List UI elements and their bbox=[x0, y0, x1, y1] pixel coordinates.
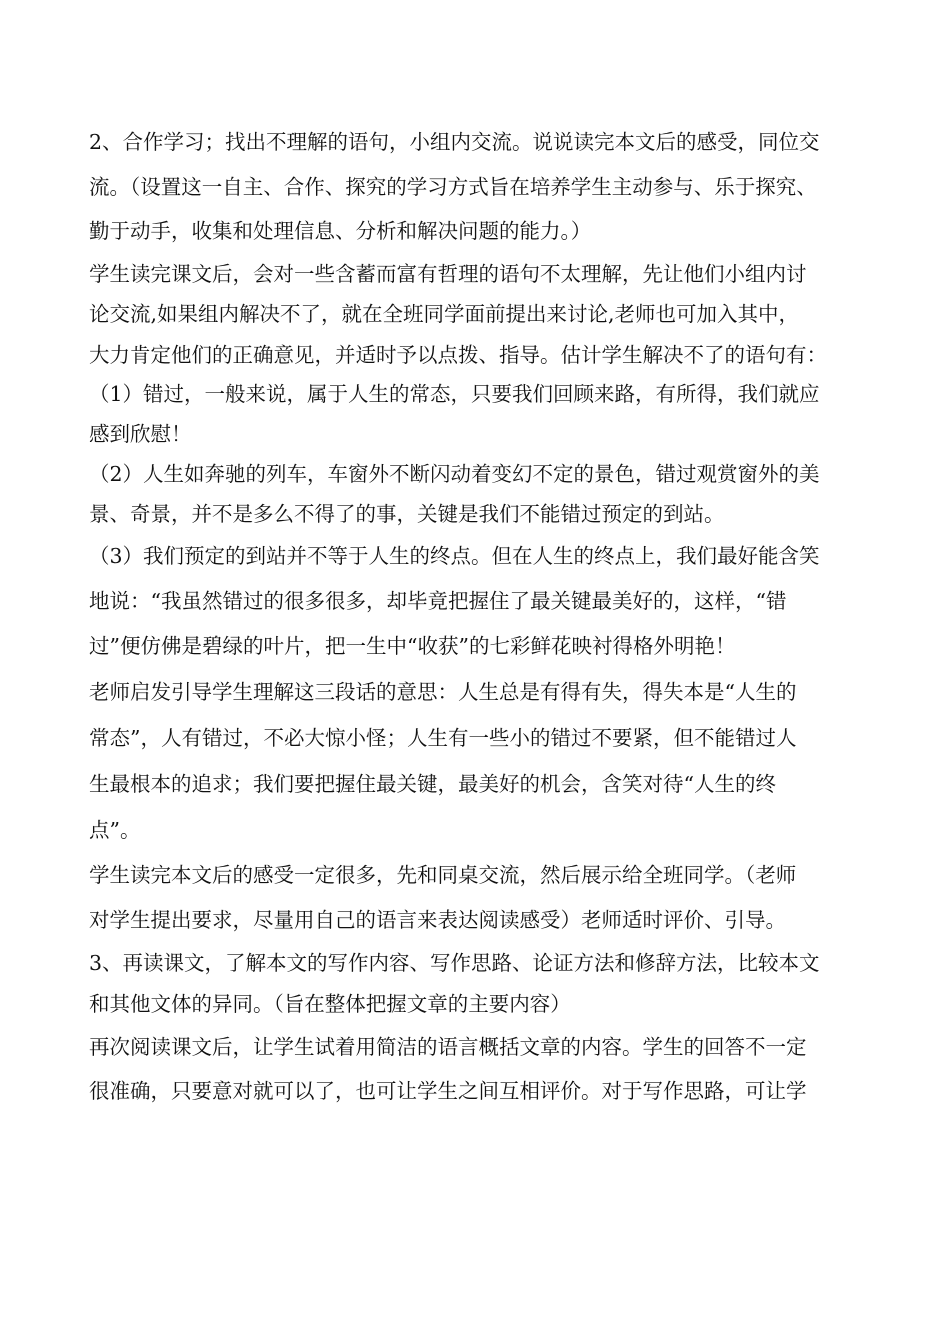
text-line: 学生读完本文后的感受一定很多，先和同桌交流，然后展示给全班同学。（老师 bbox=[89, 863, 797, 887]
paragraph-sentence-1 bbox=[89, 375, 869, 454]
text-line: 学生读完课文后，会对一些含蓄而富有哲理的语句不太理解，先让他们小组内讨 bbox=[89, 261, 807, 286]
paragraph-share-feelings bbox=[89, 853, 869, 943]
text-line: （1）错过，一般来说，属于人生的常态，只要我们回顾来路，有所得，我们就应 bbox=[89, 382, 820, 406]
text-line: 大力肯定他们的正确意见，并适时予以点拨、指导。估计学生解决不了的语句有： bbox=[89, 342, 827, 367]
text-line: 论交流,如果组内解决不了，就在全班同学面前提出来讨论,老师也可加入其中， bbox=[89, 302, 800, 326]
text-line: 老师启发引导学生理解这三段话的意思：人生总是有得有失，得失本是“人生的 bbox=[89, 680, 797, 704]
paragraph-sentence-3 bbox=[89, 534, 869, 669]
text-line: 3、再读课文，了解本文的写作内容、写作思路、论证方法和修辞方法，比较本文 bbox=[89, 951, 820, 975]
text-line: 流。（设置这一自主、合作、探究的学习方式旨在培养学生主动参与、乐于探究、 bbox=[89, 174, 817, 199]
text-line: 对学生提出要求，尽量用自己的语言来表达阅读感受）老师适时评价、引导。 bbox=[89, 908, 786, 932]
document-body bbox=[89, 120, 869, 1113]
text-line: 勤于动手，收集和处理信息、分析和解决问题的能力。） bbox=[89, 219, 592, 243]
text-line: 地说：“我虽然错过的很多很多，却毕竟把握住了最关键最美好的，这样，“错 bbox=[89, 589, 787, 613]
text-line: 再次阅读课文后，让学生试着用简洁的语言概括文章的内容。学生的回答不一定 bbox=[89, 1035, 807, 1059]
paragraph-step-2 bbox=[89, 120, 869, 254]
text-line: （2）人生如奔驰的列车，车窗外不断闪动着变幻不定的景色，错过观赏窗外的美 bbox=[89, 462, 820, 486]
text-line: （3）我们预定的到站并不等于人生的终点。但在人生的终点上，我们最好能含笑 bbox=[89, 544, 820, 568]
text-line: 2、合作学习；找出不理解的语句，小组内交流。说说读完本文后的感受，同位交 bbox=[89, 130, 820, 154]
paragraph-discussion-intro bbox=[89, 254, 869, 376]
paragraph-step-3 bbox=[89, 943, 869, 1025]
text-line: 很准确，只要意对就可以了，也可让学生之间互相评价。对于写作思路，可让学 bbox=[89, 1079, 807, 1103]
text-line: 感到欣慰！ bbox=[89, 421, 192, 446]
text-line: 和其他文体的异同。（旨在整体把握文章的主要内容） bbox=[89, 992, 571, 1016]
paragraph-reread bbox=[89, 1025, 869, 1113]
text-line: 常态”，人有错过，不必大惊小怪；人生有一些小的错过不要紧，但不能错过人 bbox=[89, 726, 797, 750]
text-line: 生最根本的追求；我们要把握住最关键，最美好的机会，含笑对待“人生的终 bbox=[89, 772, 776, 796]
paragraph-teacher-guidance bbox=[89, 669, 869, 853]
text-line: 点”。 bbox=[89, 818, 141, 842]
text-line: 过”便仿佛是碧绿的叶片，把一生中“收获”的七彩鲜花映衬得格外明艳！ bbox=[89, 634, 736, 658]
paragraph-sentence-2 bbox=[89, 454, 869, 534]
text-line: 景、奇景，并不是多么不得了的事，关键是我们不能错过预定的到站。 bbox=[89, 502, 725, 526]
